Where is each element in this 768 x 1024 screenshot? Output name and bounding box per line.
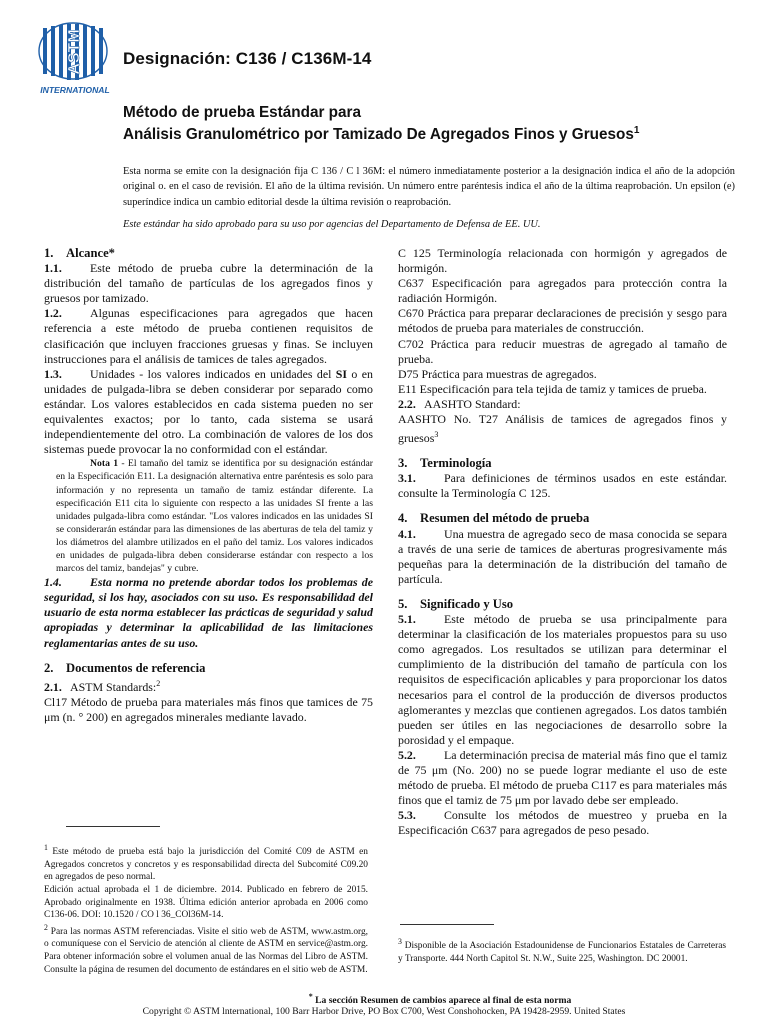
asterisk: * — [308, 992, 313, 1001]
footnote-divider — [66, 826, 160, 827]
footnote-text: Para las normas ASTM referenciadas. Visite el sitio web de ASTM, www.astm.org, o comuníquese con el Servicio de atención al cliente de ASTM en service@astm.org. Para obtener información sobre el volumen anual de las Normas del Libro de ASTM. Consulte la página de resumen del documento de estándares en el sitio web de ASTM. — [44, 926, 369, 975]
section-number: 4. — [398, 511, 408, 526]
para-number: 4.1. — [398, 526, 416, 541]
svg-text:ASTM: ASTM — [66, 29, 83, 75]
footnote-text: Este método de prueba está bajo la jurisdicción del Comité C09 de ASTM en Agregados concretos y concretos y es responsabilidad directa del Subcomité C09.20 en agregados de peso normal. — [44, 847, 368, 883]
para-5-2 — [398, 748, 727, 808]
para-text: Consulte los métodos de muestreo y prueba en la Especificación C637 para agregados de peso pesado. — [398, 808, 727, 838]
section-5-heading — [398, 597, 727, 612]
note-1 — [44, 457, 373, 575]
para-text: ASTM Standards: — [70, 679, 157, 694]
para-text: Unidades - los valores indicados en unidades del — [90, 366, 336, 381]
para-text: Este método de prueba cubre la determinación de la distribución del tamaño de partículas de los agregados finos y gruesos por tamizado. — [44, 261, 373, 306]
footnote-number: 1 — [44, 843, 48, 852]
para-text: Para definiciones de términos usados en este estándar. consulte la Terminología C 125. — [398, 471, 727, 501]
footnotes-right — [398, 936, 726, 965]
para-4-1 — [398, 527, 727, 587]
left-column — [44, 246, 373, 725]
title-line-1: Método de prueba Estándar para — [123, 104, 361, 121]
footnote-ref: 2 — [156, 678, 161, 688]
para-2-2 — [398, 397, 727, 412]
section-title: Terminología — [420, 456, 492, 471]
ref-c125: C 125 Terminología relacionada con hormigón y agregados de hormigón. — [398, 246, 727, 276]
intro-text: Esta norma se emite con la designación fija C 136 / C l 36M: el número inmediatamente posterior a la designación indica el año de la adopción original o. en el caso de revisión. El año de la última revisión. Un número entre paréntesis indica el año de la última reaprobación. Un epsilon (e) superíndice indica un cambio editorial desde la última revisión o reaprobación. — [123, 166, 735, 208]
section-title: Alcance* — [66, 246, 115, 260]
para-text: Algunas especificaciones para agregados que hacen referencia a este método de prueba contienen requisitos de clasificación que incluyen fracciones gruesas y finas. Se incluyen instrucciones para el análisis de tamices de tales agregados. — [44, 306, 373, 366]
para-5-1 — [398, 612, 727, 748]
para-number: 5.2. — [398, 747, 416, 762]
para-number: 2.2. — [398, 396, 416, 411]
section-title: Resumen del método de prueba — [420, 511, 590, 526]
approval-statement: Este estándar ha sido aprobado para su uso por agencias del Departamento de Defensa de EE. UU. — [123, 219, 541, 230]
si-label: SI — [335, 366, 348, 381]
para-text: La determinación precisa de material más fino que el tamiz de 75 μm (No. 200) no se puede lograr mediante el uso de este método de prueba. El método de prueba C117 es para materiales más finos que el tamiz de 75 μm por lavado debe ser empleado. — [398, 747, 727, 808]
ref-c117: Cl17 Método de prueba para materiales más finos que tamices de 75 μm (n. ° 200) en agregados minerales mediante lavado. — [44, 694, 373, 724]
footnote-1-edition: Edición actual aprobada el 1 de diciembre. 2014. Publicado en febrero de 2015. Aprobado originalmente en 1938. Última edición anterior aprobada en 2006 como C136-06. DOI: 10.1520 / CO l 36_COl36M-14. — [44, 884, 368, 921]
para-text: AASHTO No. T27 Análisis de tamices de agregados finos y gruesos — [398, 412, 727, 446]
title-footnote-ref: 1 — [633, 125, 640, 136]
section-number: 1. — [44, 246, 54, 260]
section-3-heading — [398, 456, 727, 471]
designation: Designación: C136 / C136M-14 — [123, 49, 372, 68]
footnote-number: 3 — [398, 937, 402, 946]
note-text: - El tamaño del tamiz se identifica por su designación estándar en la Especificación E11. La designación alternativa entre paréntesis es solo para información y no representa un tamaño de tamiz estándar diferente. La especificación E11 cita lo siguiente con respecto a las unidades SI frente a las unidades pulgada-libra como estándar. "Los valores indicados en las unidades SI se considerarán estándar para las dimensiones de las aberturas de tela del tamiz y los diámetros del alambre utilizados en el paño del tamiz. Los valores indicados en unidades de pulgada-libra deben considerarse estándar con respecto a los marcos del tamiz, bandejas" y cubre. — [56, 458, 373, 575]
title-line-2-text: Análisis Granulométrico por Tamizado De Agregados Finos y Gruesos — [123, 126, 634, 144]
section-2-heading — [44, 661, 373, 676]
para-number: 5.3. — [398, 808, 416, 823]
footnotes-left — [44, 842, 368, 976]
section-number: 3. — [398, 456, 408, 471]
para-number: 1.4. — [44, 575, 62, 590]
para-number: 1.1. — [44, 261, 62, 276]
footnote-divider — [400, 924, 494, 925]
para-1-3 — [44, 367, 373, 458]
para-number: 3.1. — [398, 471, 416, 486]
section-title: Significado y Uso — [420, 596, 514, 611]
astm-logo — [38, 22, 114, 98]
title-line-2 — [123, 122, 639, 144]
copyright-line: Copyright © ASTM lnternational, 100 Barr Harbor Drive, PO Box C700, West Conshohocken, PA 19428-2959. United States — [142, 1006, 626, 1017]
para-1-4 — [44, 575, 373, 650]
summary-text: La sección Resumen de cambios aparece al final de esta norma — [315, 995, 572, 1007]
summary-of-changes-note — [190, 992, 690, 1006]
para-5-3 — [398, 808, 727, 838]
para-text: Este método de prueba se usa principalmente para determinar la clasificación de los materiales propuestos para su uso como agregados. Los resultados se utilizan para determinar el cumplimiento de la distribución del tamaño de partícula con los requisitos de especificación aplicables y para proporcionar los datos necesarios para el control de la producción de diversos productos aglomerantes y mezclas que contienen agregados. Los datos también pueden ser útiles en las negociaciones de desarrollo sobre la porosidad y el empaque. — [398, 612, 727, 747]
ref-c637: C637 Especificación para agregados para protección contra la radiación Hormigón. — [398, 276, 727, 306]
ref-e11: E11 Especificación para tela tejida de tamiz y tamices de prueba. — [398, 381, 707, 396]
note-label: Nota 1 — [90, 458, 119, 470]
para-number: 1.3. — [44, 366, 62, 381]
ref-c670: C670 Práctica para preparar declaraciones de precisión y sesgo para métodos de prueba para materiales de construcción. — [398, 306, 727, 336]
footnote-text: Disponible de la Asociación Estadounidense de Funcionarios Estatales de Carreteras y Transporte. 444 North Capitol St. N.W., Suite 225, Washington. DC 20001. — [398, 941, 727, 964]
footnote-1 — [44, 842, 368, 884]
svg-text:INTERNATIONAL: INTERNATIONAL — [40, 85, 110, 95]
para-text: AASHTO Standard: — [424, 396, 521, 411]
para-text: Esta norma no pretende abordar todos los problemas de seguridad, si los hay, asociados con su uso. Es responsabilidad del usuario de esta norma establecer las prácticas de seguridad y salud apropiadas y determinar la aplicabilidad de las limitaciones reglamentarias antes de su uso. — [44, 575, 373, 650]
ref-d75: D75 Práctica para muestras de agregados. — [398, 366, 597, 381]
footnote-number: 2 — [44, 922, 48, 932]
page-title — [123, 104, 639, 144]
section-number: 2. — [44, 660, 54, 675]
footnote-ref: 3 — [434, 430, 439, 440]
ref-aashto — [398, 412, 727, 446]
para-number: 2.1. — [44, 679, 62, 694]
para-text: o en unidades de pulgada-libra se deben considerar por separado como estándar. Los valores establecidos en cada sistema pueden no ser equivalentes exactos; por lo tanto, cada sistema se usará independientemente del otro. La combinación de valores de los dos sistemas puede provocar la no conformidad con el estándar. — [44, 366, 373, 457]
para-text: Una muestra de agregado seco de masa conocida se separa a través de una serie de tamices de aberturas progresivamente más pequeñas para la determinación de la distribución del tamaño de partícula. — [398, 526, 727, 586]
footnote-3 — [398, 936, 726, 965]
section-number: 5. — [398, 596, 408, 611]
para-3-1 — [398, 471, 727, 501]
para-1-1 — [44, 261, 373, 306]
section-4-heading — [398, 511, 727, 526]
para-2-1 — [44, 676, 373, 695]
para-1-2 — [44, 306, 373, 366]
footnote-2 — [44, 922, 368, 977]
para-number: 5.1. — [398, 612, 416, 627]
right-column — [398, 246, 727, 838]
section-1-heading — [44, 246, 373, 261]
section-title: Documentos de referencia — [66, 660, 206, 675]
para-number: 1.2. — [44, 306, 62, 321]
ref-c702: C702 Práctica para reducir muestras de agregado al tamaño de prueba. — [398, 336, 727, 366]
